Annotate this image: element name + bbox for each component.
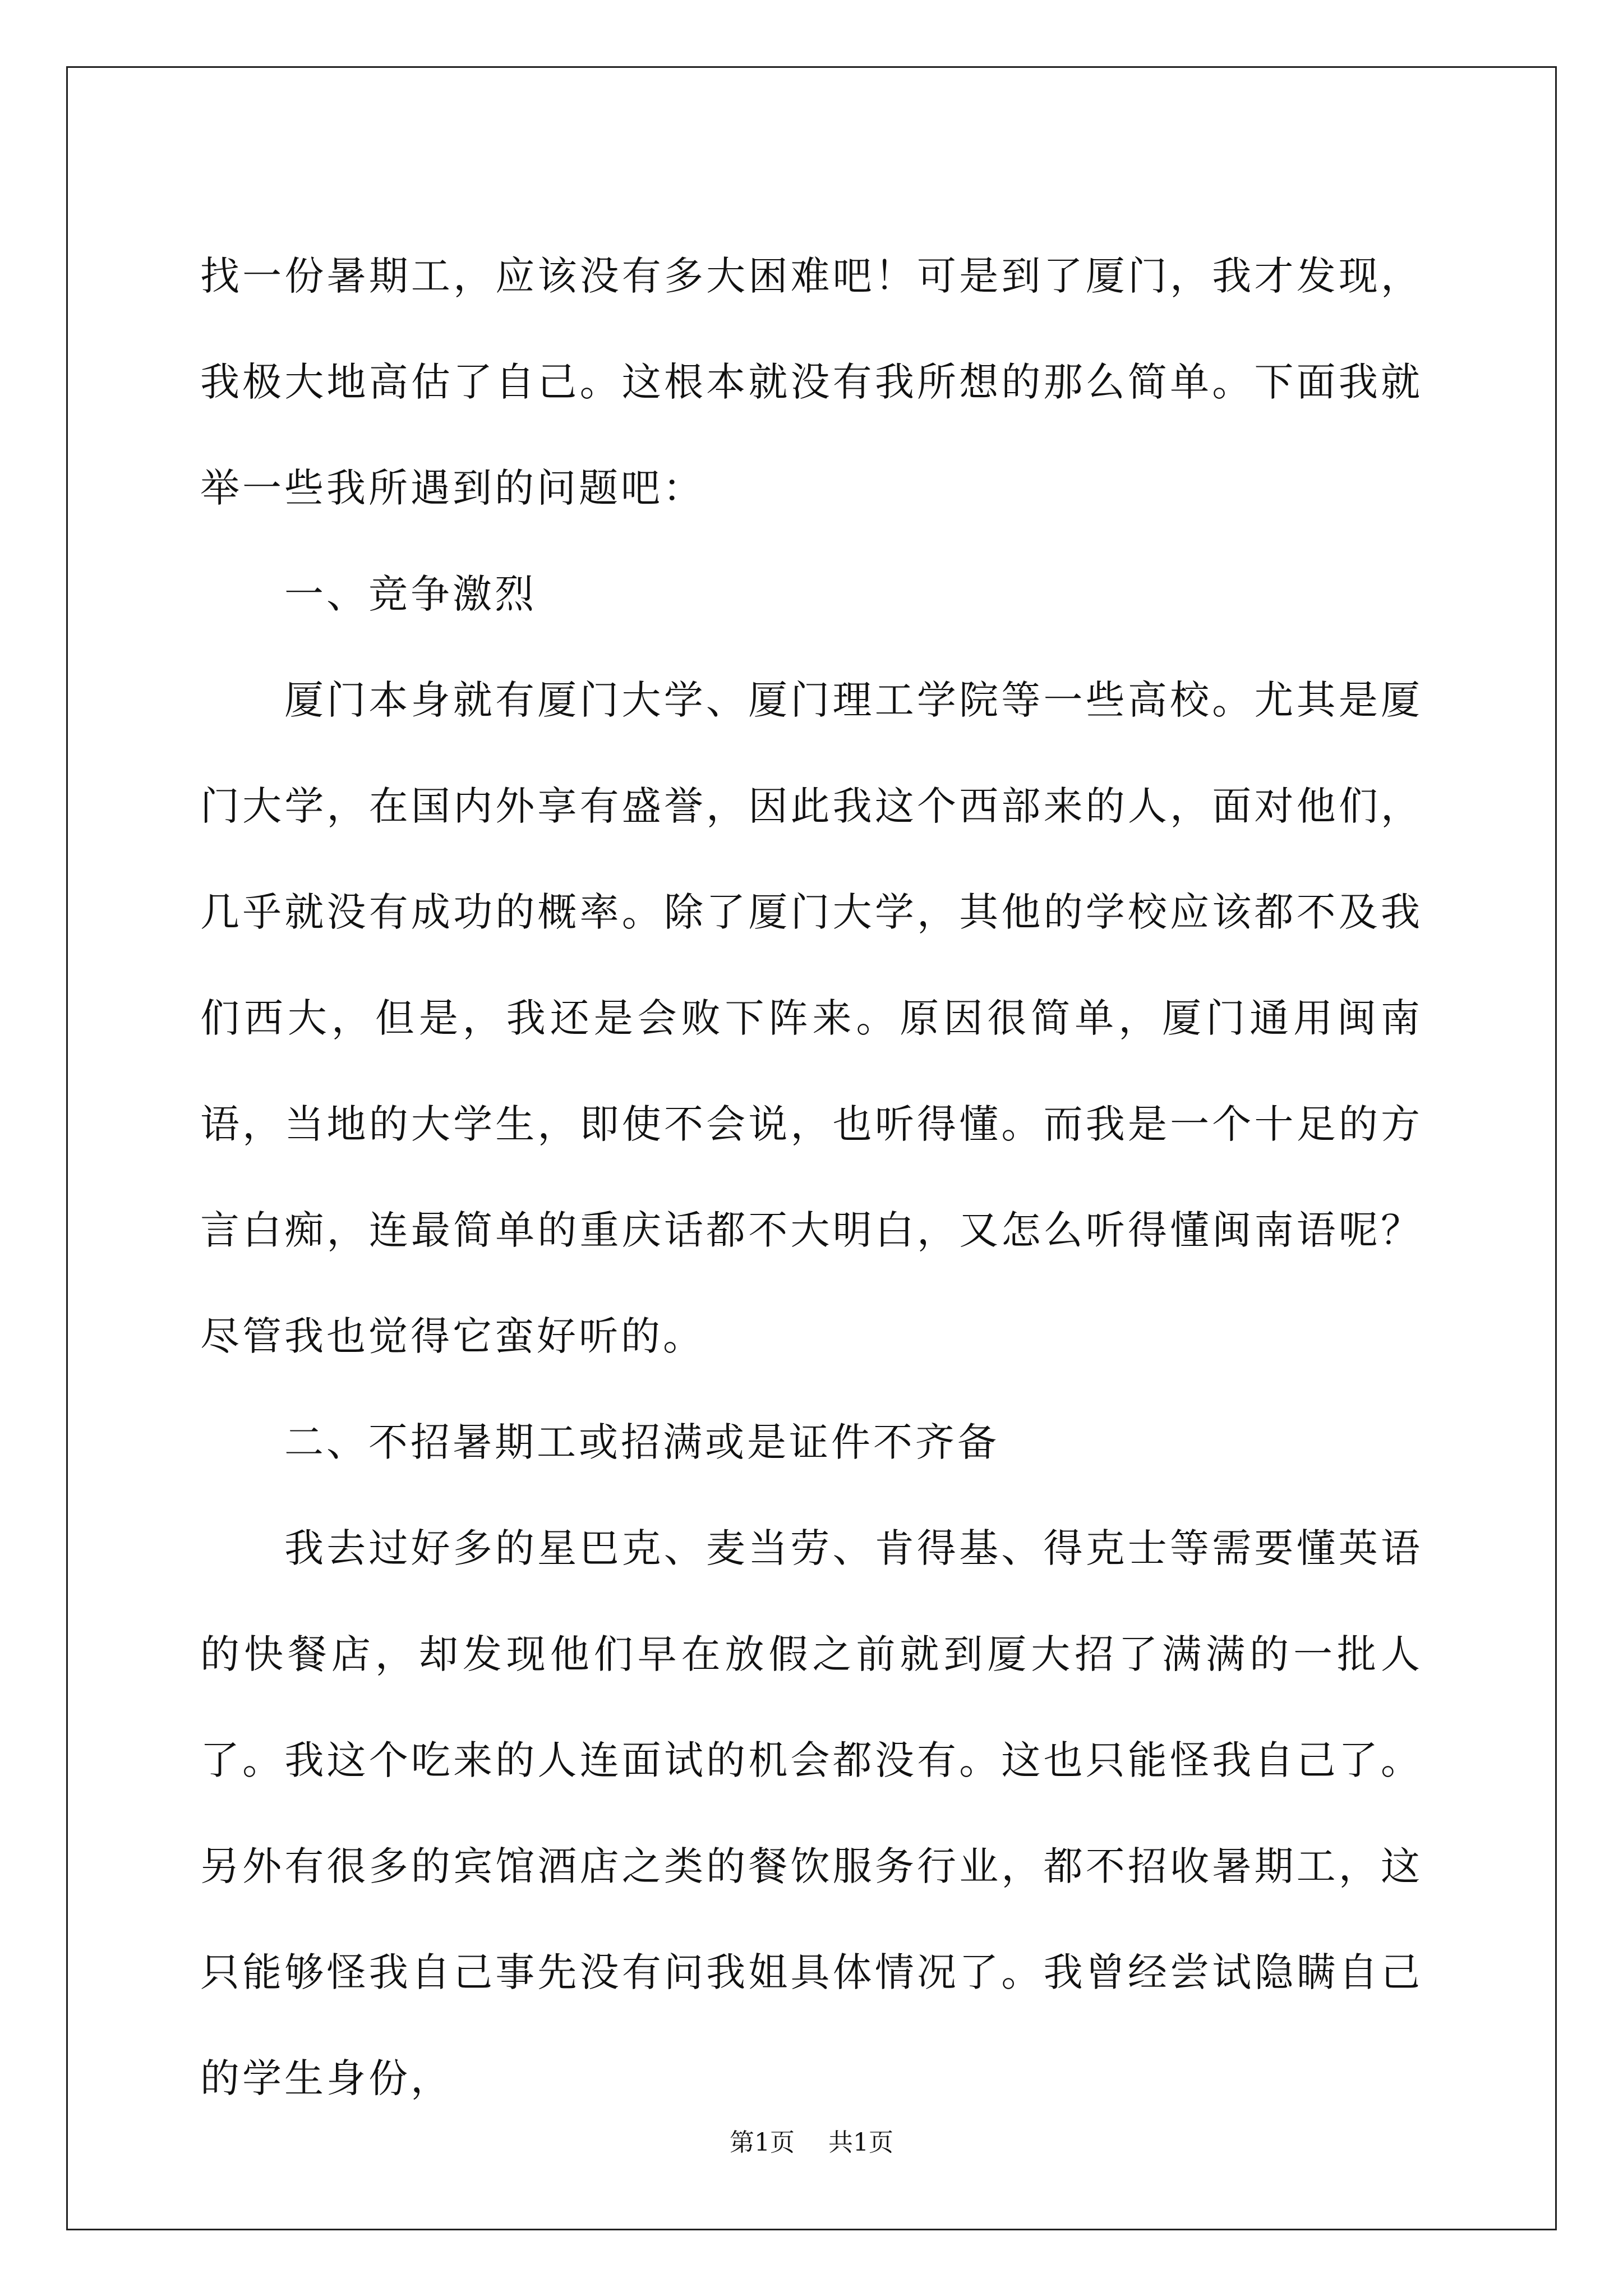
- page-number-current: 第1页: [730, 2128, 795, 2157]
- paragraph-no-hiring: 我去过好多的星巴克、麦当劳、肯得基、得克士等需要懂英语的快餐店，却发现他们早在放假之前就到厦大招了满满的一批人了。我这个吃来的人连面试的机会都没有。这也只能怪我自己了。另外有很多的宾馆酒店之类的餐饮服务行业，都不招收暑期工，这只能够怪我自己事先没有问我姐具体情况了。我曾经尝试隐瞒自己的学生身份，: [200, 1525, 1423, 2101]
- paragraph-intro: 找一份暑期工，应该没有多大困难吧！可是到了厦门，我才发现，我极大地高估了自己。这根本就没有我所想的那么简单。下面我就举一些我所遇到的问题吧：: [200, 253, 1423, 511]
- section-heading-competition: 一、竞争激烈: [284, 571, 537, 617]
- paragraph-competition: 厦门本身就有厦门大学、厦门理工学院等一些高校。尤其是厦门大学，在国内外享有盛誉，因此我这个西部来的人，面对他们，几乎就没有成功的概率。除了厦门大学，其他的学校应该都不及我们西大，但是，我还是会败下阵来。原因很简单，厦门通用闽南语，当地的大学生，即使不会说，也听得懂。而我是一个十足的方言白痴，连最简单的重庆话都不大明白，又怎么听得懂闽南语呢？尽管我也觉得它蛮好听的。: [200, 677, 1423, 1359]
- document-body: [200, 223, 1423, 2132]
- page-footer: [0, 2126, 1623, 2160]
- page-number-total: 共1页: [828, 2128, 893, 2157]
- section-heading-no-hiring: 二、不招暑期工或招满或是证件不齐备: [284, 1419, 999, 1465]
